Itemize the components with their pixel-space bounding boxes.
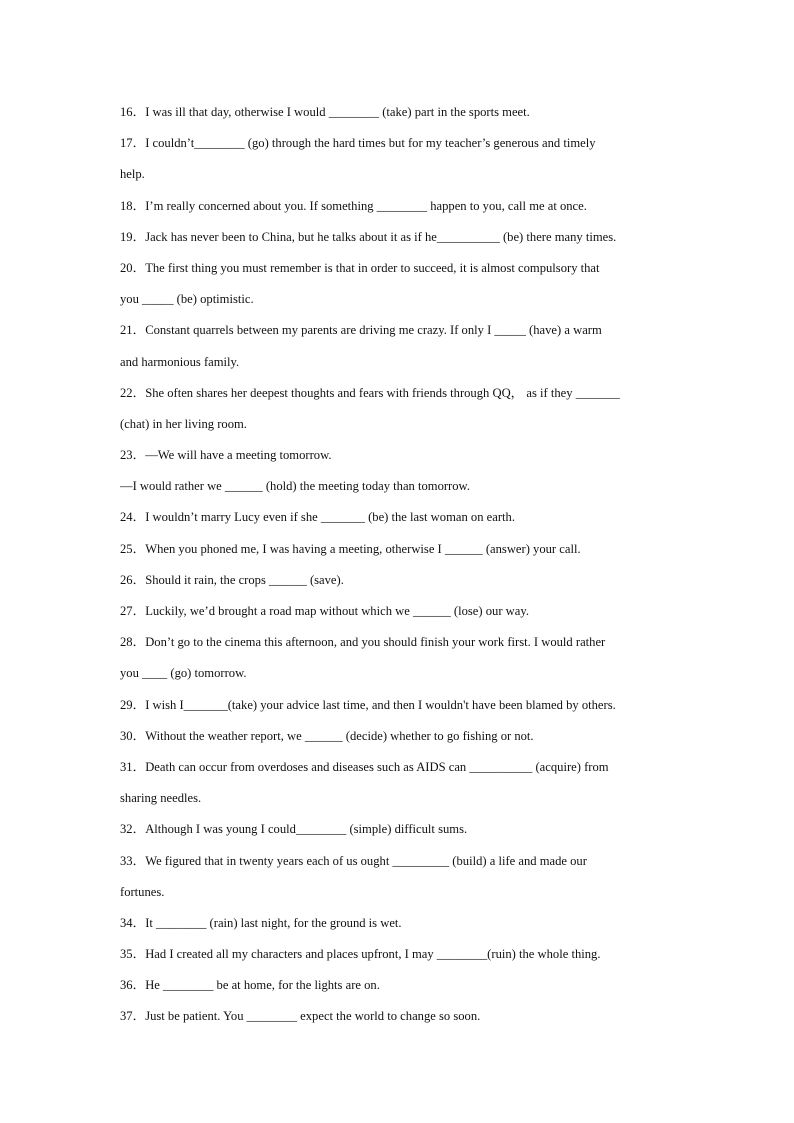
exercise-line: 29．I wish I_______(take) your advice last time, and then I wouldn't have been blamed by others. xyxy=(120,697,616,712)
exercise-line: you ____ (go) tomorrow. xyxy=(120,666,247,681)
exercise-list xyxy=(120,97,680,1033)
exercise-line: 22．She often shares her deepest thoughts and fears with friends through QQ， as if they _______ xyxy=(120,385,620,400)
exercise-line: sharing needles. xyxy=(120,791,202,806)
exercise-line: 21．Constant quarrels between my parents are driving me crazy. If only I _____ (have) a warm xyxy=(120,323,602,338)
exercise-line: 23．—We will have a meeting tomorrow. xyxy=(120,448,332,463)
exercise-line: 32．Although I was young I could________ (simple) difficult sums. xyxy=(120,822,468,837)
exercise-line: 17．I couldn’t________ (go) through the hard times but for my teacher’s generous and timely xyxy=(120,136,596,151)
exercise-line: fortunes. xyxy=(120,884,165,899)
exercise-line: 37．Just be patient. You ________ expect the world to change so soon. xyxy=(120,1009,481,1024)
exercise-line: 34．It ________ (rain) last night, for the ground is wet. xyxy=(120,915,402,930)
exercise-line: 33．We figured that in twenty years each of us ought _________ (build) a life and made our xyxy=(120,853,587,868)
exercise-line: —I would rather we ______ (hold) the meeting today than tomorrow. xyxy=(120,479,470,494)
exercise-line: (chat) in her living room. xyxy=(120,416,247,431)
exercise-line: 27．Luckily, we’d brought a road map without which we ______ (lose) our way. xyxy=(120,604,529,618)
exercise-line: 25．When you phoned me, I was having a meeting, otherwise I ______ (answer) your call. xyxy=(120,541,581,556)
exercise-line: 16．I was ill that day, otherwise I would ________ (take) part in the sports meet. xyxy=(120,105,530,119)
exercise-line: 18．I’m really concerned about you. If something ________ happen to you, call me at once. xyxy=(120,198,587,213)
exercise-line: 26．Should it rain, the crops ______ (save). xyxy=(120,572,344,587)
exercise-line: 24．I wouldn’t marry Lucy even if she _______ (be) the last woman on earth. xyxy=(120,510,515,525)
exercise-line: 31．Death can occur from overdoses and diseases such as AIDS can __________ (acquire) from xyxy=(120,759,609,774)
exercise-line: 28．Don’t go to the cinema this afternoon, and you should finish your work first. I would rather xyxy=(120,635,606,650)
exercise-line: help. xyxy=(120,167,145,182)
exercise-line: 19．Jack has never been to China, but he talks about it as if he__________ (be) there many times. xyxy=(120,229,617,244)
exercise-line: 35．Had I created all my characters and places upfront, I may ________(ruin) the whole thing. xyxy=(120,947,601,962)
exercise-line: 36．He ________ be at home, for the lights are on. xyxy=(120,978,380,993)
exercise-line: and harmonious family. xyxy=(120,354,240,369)
exercise-line: 20．The first thing you must remember is that in order to succeed, it is almost compulsory that xyxy=(120,260,600,275)
exercise-line: 30．Without the weather report, we ______ (decide) whether to go fishing or not. xyxy=(120,728,534,743)
exercise-line: you _____ (be) optimistic. xyxy=(120,292,254,307)
